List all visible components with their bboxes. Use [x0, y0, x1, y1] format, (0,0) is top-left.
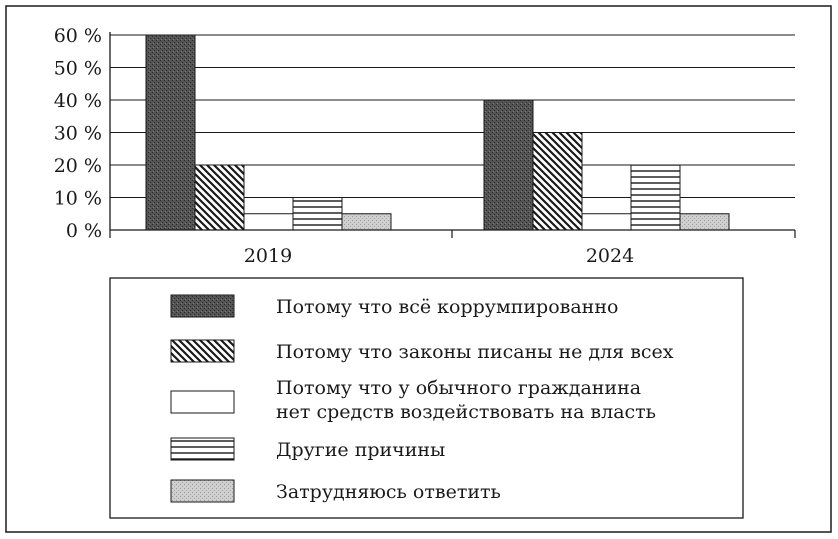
- legend: [171, 295, 674, 503]
- legend-label-3: [276, 377, 656, 423]
- legend-swatch-5: [171, 480, 234, 502]
- x-tick-marks: [110, 230, 795, 238]
- legend-label-1: Потому что всё коррумпированно: [276, 296, 619, 318]
- bar-2024-series-4: [631, 165, 680, 230]
- bar-2019-series-2: [195, 165, 244, 230]
- y-tick-label: 0 %: [65, 220, 102, 242]
- legend-label-line: Потому что у обычного гражданина: [276, 377, 642, 399]
- legend-swatch-3: [171, 391, 234, 413]
- bar-2019-series-3: [244, 214, 293, 230]
- x-tick-labels: [244, 245, 634, 267]
- bar-2024-series-1: [484, 100, 533, 230]
- bar-2019-series-5: [342, 214, 391, 230]
- x-tick-label-2019: 2019: [243, 245, 293, 267]
- legend-label-2: Потому что законы писаны не для всех: [276, 341, 674, 363]
- legend-swatch-2: [171, 340, 234, 362]
- y-tick-label: 50 %: [53, 57, 102, 80]
- y-tick-label: 10 %: [53, 187, 102, 210]
- bar-2024-series-5: [680, 214, 729, 230]
- legend-label-4: Другие причины: [276, 439, 446, 461]
- x-tick-label-2024: 2024: [585, 245, 635, 267]
- y-tick-label: 40 %: [53, 90, 102, 112]
- bar-2019-series-1: [146, 35, 195, 230]
- legend-swatch-1: [171, 295, 234, 317]
- y-tick-label: 20 %: [53, 155, 102, 177]
- legend-swatch-4: [171, 438, 234, 460]
- y-tick-labels: [54, 25, 102, 242]
- y-tick-label: 30 %: [53, 122, 102, 145]
- legend-label-5: Затрудняюсь ответить: [276, 481, 501, 503]
- bar-2019-series-4: [293, 198, 342, 231]
- legend-label-line: нет средств воздействовать на власть: [276, 401, 657, 423]
- bar-2024-series-2: [533, 133, 582, 231]
- y-tick-label: 60 %: [53, 25, 102, 47]
- bar-2024-series-3: [582, 214, 631, 230]
